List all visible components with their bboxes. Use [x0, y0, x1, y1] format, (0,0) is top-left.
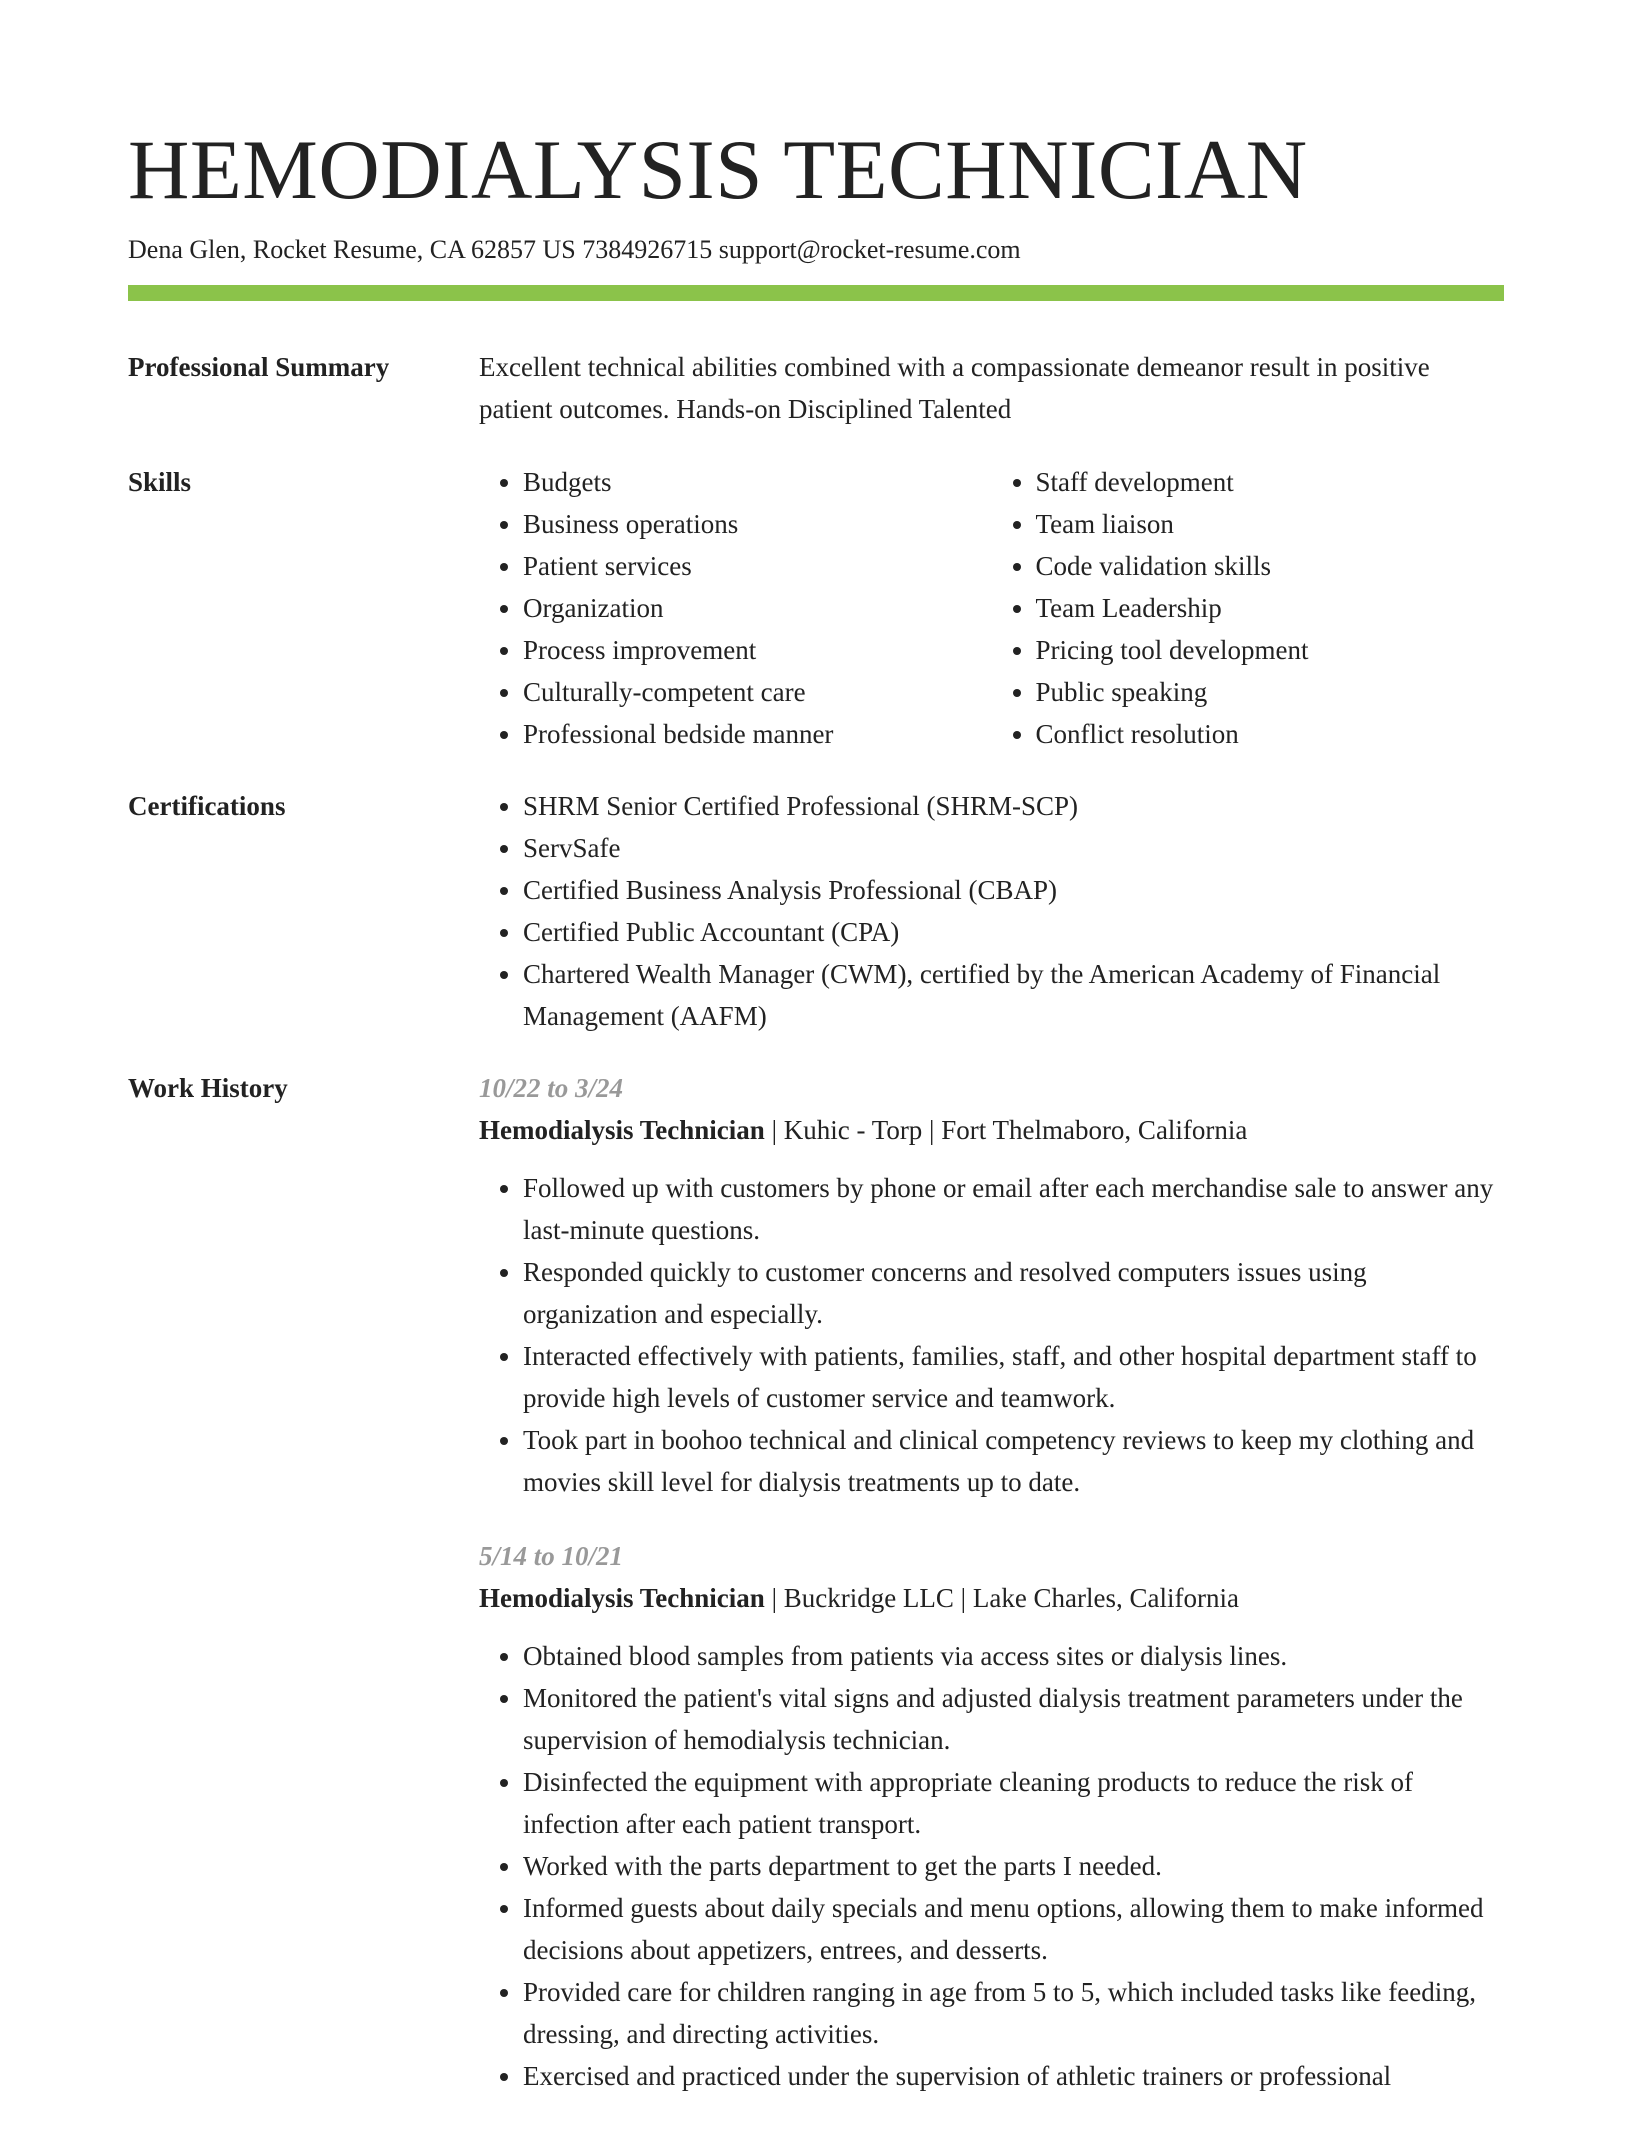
list-item: • Informed guests about daily specials and menu options, allowing them to make informed decisions about appetizers, entrees, and desserts. — [523, 1887, 1504, 1971]
list-item: • Responded quickly to customer concerns and resolved computers issues using organization and especially. — [523, 1251, 1504, 1335]
certifications-body — [479, 785, 1504, 1037]
section-label-skills: Skills — [128, 467, 192, 497]
list-item: • Organization — [523, 587, 992, 629]
skills-list-right — [992, 461, 1505, 755]
section-label-work-history: Work History — [128, 1073, 288, 1103]
list-item: • Conflict resolution — [1036, 713, 1505, 755]
job-bullets — [479, 1635, 1504, 2097]
work-history-body — [479, 1067, 1504, 2129]
list-item: • ServSafe — [523, 827, 1504, 869]
job-entry — [479, 1067, 1504, 1503]
list-item: • Interacted effectively with patients, families, staff, and other hospital department staff to provide high levels of customer service and teamwork. — [523, 1335, 1504, 1419]
list-item: • Provided care for children ranging in age from 5 to 5, which included tasks like feeding, dressing, and directing activities. — [523, 1971, 1504, 2055]
list-item: • Code validation skills — [1036, 545, 1505, 587]
job-details: | Kuhic - Torp | Fort Thelmaboro, California — [764, 1115, 1248, 1145]
accent-divider — [128, 285, 1504, 301]
summary-text: Excellent technical abilities combined with a compassionate demeanor result in positive patient outcomes. Hands-on Disciplined Talented — [479, 352, 1430, 424]
list-item: • SHRM Senior Certified Professional (SHRM-SCP) — [523, 785, 1504, 827]
list-item: • Culturally-competent care — [523, 671, 992, 713]
list-item: • Obtained blood samples from patients via access sites or dialysis lines. — [523, 1635, 1504, 1677]
section-label-summary: Professional Summary — [128, 352, 390, 382]
list-item: • Chartered Wealth Manager (CWM), certified by the American Academy of Financial Management (AAFM) — [523, 953, 1504, 1037]
skills-columns — [479, 461, 1504, 755]
list-item: • Public speaking — [1036, 671, 1505, 713]
list-item: • Worked with the parts department to get the parts I needed. — [523, 1845, 1504, 1887]
list-item: • Professional bedside manner — [523, 713, 992, 755]
list-item: • Budgets — [523, 461, 992, 503]
list-item: • Patient services — [523, 545, 992, 587]
list-item: • Pricing tool development — [1036, 629, 1505, 671]
list-item: • Took part in boohoo technical and clinical competency reviews to keep my clothing and movies skill level for dialysis treatments up to date. — [523, 1419, 1504, 1503]
job-heading — [479, 1109, 1504, 1151]
list-item: • Team Leadership — [1036, 587, 1505, 629]
job-title: Hemodialysis Technician — [479, 1115, 765, 1145]
section-label-certifications: Certifications — [128, 791, 286, 821]
certifications-list — [479, 785, 1504, 1037]
job-dates: 10/22 to 3/24 — [479, 1073, 624, 1103]
job-entry — [479, 1535, 1504, 2097]
list-item: • Certified Business Analysis Professional (CBAP) — [523, 869, 1504, 911]
job-bullets — [479, 1167, 1504, 1503]
list-item: • Business operations — [523, 503, 992, 545]
list-item: • Exercised and practiced under the supervision of athletic trainers or professional — [523, 2055, 1504, 2097]
job-dates: 5/14 to 10/21 — [479, 1541, 624, 1571]
page-title: HEMODIALYSIS TECHNICIAN — [128, 123, 1308, 217]
skills-list-left — [479, 461, 992, 755]
list-item: • Certified Public Accountant (CPA) — [523, 911, 1504, 953]
list-item: • Monitored the patient's vital signs and adjusted dialysis treatment parameters under the supervision of hemodialysis technician. — [523, 1677, 1504, 1761]
contact-info: Dena Glen, Rocket Resume, CA 62857 US 7384926715 support@rocket-resume.com — [128, 235, 1021, 264]
job-heading — [479, 1577, 1504, 1619]
list-item: • Process improvement — [523, 629, 992, 671]
job-details: | Buckridge LLC | Lake Charles, California — [764, 1583, 1239, 1613]
list-item: • Team liaison — [1036, 503, 1505, 545]
list-item: • Followed up with customers by phone or email after each merchandise sale to answer any last-minute questions. — [523, 1167, 1504, 1251]
list-item: • Staff development — [1036, 461, 1505, 503]
job-title: Hemodialysis Technician — [479, 1583, 765, 1613]
list-item: • Disinfected the equipment with appropriate cleaning products to reduce the risk of infection after each patient transport. — [523, 1761, 1504, 1845]
